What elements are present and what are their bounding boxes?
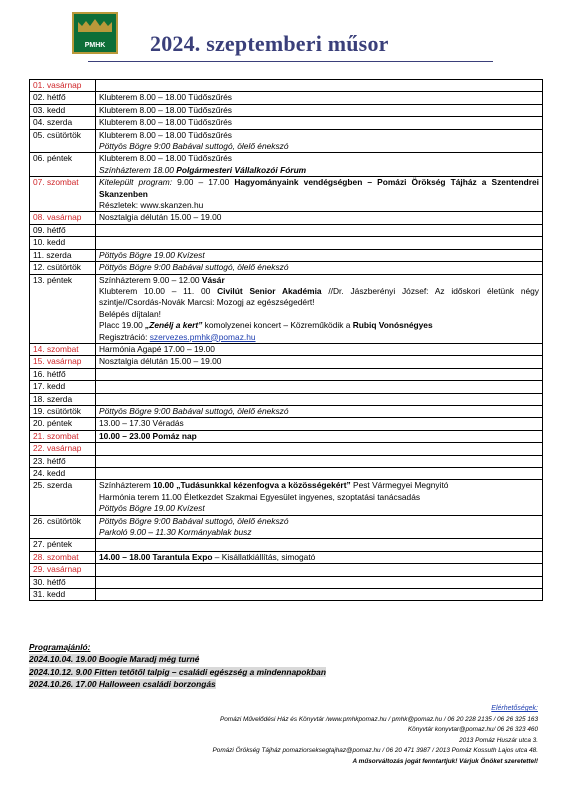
event-line [99,225,539,236]
schedule-row [30,274,543,343]
event-line: Részletek: www.skanzen.hu [99,200,204,211]
schedule-events [96,576,543,588]
schedule-row [30,589,543,601]
event-line: Pöttyös Bögre 19.00 Kvízest [99,503,205,514]
schedule-row [30,92,543,104]
page-title: 2024. szeptemberi műsor [150,31,389,56]
event-line: Harmónia Agapé 17.00 – 19.00 [99,343,215,354]
schedule-day: 15. vasárnap [30,356,96,368]
schedule-events [96,551,543,563]
schedule-events [96,381,543,393]
event-line: Klubterem 8.00 – 18.00 Tüdőszűrés [99,117,232,128]
schedule-events [96,262,543,274]
schedule-day: 20. péntek [30,418,96,430]
schedule-events [96,249,543,261]
event-line [99,443,539,454]
schedule-row [30,153,543,177]
event-line: Belépés díjtalan! [99,308,161,319]
schedule-day: 22. vasárnap [30,443,96,455]
schedule-row [30,564,543,576]
schedule-row [30,551,543,563]
title-underline [88,61,493,62]
schedule-events [96,515,543,539]
schedule-events [96,80,543,92]
schedule-day: 19. csütörtök [30,405,96,417]
contact-block [213,704,539,768]
event-line: Nosztalgia délután 15.00 – 19.00 [99,356,222,367]
schedule-day: 13. péntek [30,274,96,343]
event-line: Klubterem 8.00 – 18.00 Tüdőszűrés [99,153,232,164]
event-line: Pöttyös Bögre 9:00 Babával suttogó, ölelő énekszó [99,515,289,526]
schedule-day: 24. kedd [30,468,96,480]
contact-line: Pomázi Művelődési Ház és Könyvtár /www.pmhkpomaz.hu / pmhk@pomaz.hu / 06 20 228 2135 / 06 26 325 163 [219,715,538,723]
schedule-day: 27. péntek [30,539,96,551]
event-line: Pöttyös Bögre 19.00 Kvízest [99,249,205,260]
schedule-row [30,212,543,224]
event-line: Nosztalgia délután 15.00 – 19.00 [99,212,222,223]
schedule-events [96,455,543,467]
program-item: 2024.10.26. 17.00 Halloween családi borzongás [29,678,216,689]
schedule-events [96,589,543,601]
event-line: Színházterem 10.00 „Tudásunkkal kézenfogva a közösségekért” Pest Vármegyei Megnyitó [99,480,449,491]
schedule-row [30,224,543,236]
pmhk-logo [72,12,118,54]
event-line: Pöttyös Bögre 9:00 Babával suttogó, ölelő énekszó [99,141,289,152]
schedule-events [96,430,543,442]
schedule-day: 12. csütörtök [30,262,96,274]
event-line [99,539,539,550]
schedule-day: 09. hétfő [30,224,96,236]
schedule-day: 21. szombat [30,430,96,442]
schedule-row [30,104,543,116]
schedule-row [30,262,543,274]
schedule-row [30,177,543,212]
schedule-events [96,368,543,380]
schedule-day: 23. hétfő [30,455,96,467]
schedule-row [30,576,543,588]
event-line: 14.00 – 18.00 Tarantula Expo – Kisállatkiállítás, simogató [99,551,316,562]
schedule-events [96,274,543,343]
event-line [99,456,539,467]
event-line [99,381,539,392]
schedule-day: 26. csütörtök [30,515,96,539]
event-line: 10.00 – 23.00 Pomáz nap [99,430,197,441]
logo-text: PMHK [84,42,106,49]
event-line: Regisztráció: szervezes.pmhk@pomaz.hu [99,331,256,342]
schedule-day: 28. szombat [30,551,96,563]
contact-line: 2013 Pomáz Huszár utca 3. [459,736,538,744]
schedule-events [96,418,543,430]
schedule-day: 03. kedd [30,104,96,116]
event-line: Klubterem 10.00 – 11. 00 Civilút Senior Akadémia //Dr. Jászberényi József: Az időskori életünk négy szintje//Csordás-Novák Marcsi: Mozogj az egészségedért! [99,285,539,308]
schedule-events [96,405,543,417]
schedule-events [96,539,543,551]
event-line: Klubterem 8.00 – 18.00 Tüdőszűrés [99,92,232,103]
schedule-day: 31. kedd [30,589,96,601]
schedule-events [96,117,543,129]
schedule-events [96,177,543,212]
schedule-day: 08. vasárnap [30,212,96,224]
program-heading: Programajánló: [29,642,91,652]
event-line [99,564,539,575]
event-line: Pöttyös Bögre 9:00 Babával suttogó, ölelő énekszó [99,262,289,273]
schedule-day: 02. hétfő [30,92,96,104]
schedule-row [30,443,543,455]
schedule-day: 06. péntek [30,153,96,177]
schedule-row [30,515,543,539]
event-line [99,589,539,600]
event-line: Klubterem 8.00 – 18.00 Tüdőszűrés [99,129,232,140]
contact-line: Könyvtár konyvtar@pomaz.hu/ 06 26 323 460 [407,726,538,734]
schedule-day: 05. csütörtök [30,129,96,153]
schedule-table [29,79,543,601]
schedule-row [30,343,543,355]
schedule-day: 18. szerda [30,393,96,405]
schedule-row [30,381,543,393]
program-item: 2024.10.04. 19.00 Boogie Maradj még turné [29,654,200,665]
event-line: Pöttyös Bögre 9:00 Babával suttogó, ölelő énekszó [99,405,289,416]
event-line [99,468,539,479]
schedule-row [30,539,543,551]
schedule-events [96,564,543,576]
contact-line: Pomázi Örökség Tájház pomaziorseksegtajhaz@pomaz.hu / 06 20 471 3987 / 2013 Pomáz Kossuth Lajos utca 48. [212,747,538,755]
schedule-row [30,418,543,430]
schedule-events [96,480,543,515]
schedule-row [30,80,543,92]
schedule-row [30,237,543,249]
schedule-events [96,153,543,177]
schedule-events [96,443,543,455]
schedule-events [96,468,543,480]
event-line [99,369,539,380]
event-line: Kitelepült program: 9.00 – 17.00 Hagyományaink vendégségben – Pomázi Örökség Tájház a Szentendrei Skanzenben [99,177,539,199]
schedule-row [30,480,543,515]
schedule-day: 01. vasárnap [30,80,96,92]
schedule-events [96,212,543,224]
schedule-row [30,405,543,417]
event-line: Harmónia terem 11.00 Életkezdet Szakmai Egyesület ingyenes, szoptatási tanácsadás [99,491,421,502]
schedule-row [30,455,543,467]
program-recommendations [29,641,326,690]
schedule-row [30,393,543,405]
schedule-day: 04. szerda [30,117,96,129]
schedule-events [96,92,543,104]
event-line [99,577,539,588]
schedule-row [30,356,543,368]
schedule-row [30,430,543,442]
event-line [99,80,539,91]
schedule-day: 30. hétfő [30,576,96,588]
schedule-events [96,343,543,355]
program-item: 2024.10.12. 9.00 Fitten tetőtől talpig – családi egészség a mindennapokban [29,666,326,677]
schedule-day: 17. kedd [30,381,96,393]
event-line: Placc 19.00 „Zenélj a kert” komolyzenei koncert – Közreműködik a Rubiq Vonósnégyes [99,320,433,331]
schedule-day: 29. vasárnap [30,564,96,576]
event-line [99,394,539,405]
contact-note: A műsorváltozás jogát fenntartjuk! Várjuk Önöket szeretettel! [352,757,538,765]
schedule-row [30,117,543,129]
schedule-row [30,468,543,480]
event-line: 13.00 – 17.30 Véradás [99,418,184,429]
schedule-events [96,129,543,153]
schedule-row [30,368,543,380]
schedule-day: 07. szombat [30,177,96,212]
schedule-day: 16. hétfő [30,368,96,380]
schedule-day: 10. kedd [30,237,96,249]
event-line: Színházterem 18.00 Polgármesteri Vállalkozói Fórum [99,164,307,175]
schedule-events [96,237,543,249]
event-line: Parkoló 9.00 – 11.30 Kormányablak busz [99,527,252,538]
schedule-events [96,224,543,236]
schedule-day: 11. szerda [30,249,96,261]
schedule-row [30,129,543,153]
schedule-events [96,393,543,405]
contact-heading: Elérhetőségek: [491,705,538,712]
schedule-day: 25. szerda [30,480,96,515]
event-line [99,237,539,248]
schedule-events [96,104,543,116]
event-line: Klubterem 8.00 – 18.00 Tüdőszűrés [99,104,232,115]
event-line: Színházterem 9.00 – 12.00 Vásár [99,274,225,285]
schedule-row [30,249,543,261]
schedule-day: 14. szombat [30,343,96,355]
schedule-events [96,356,543,368]
